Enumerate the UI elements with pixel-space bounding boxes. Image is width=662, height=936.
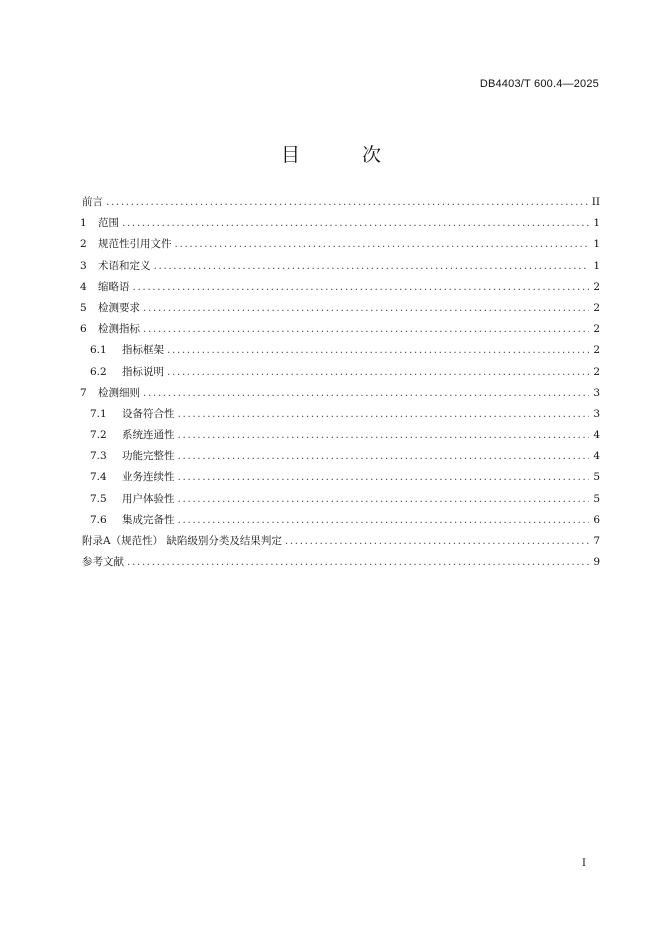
toc-entry-number: 6.2 [90,365,107,378]
toc-entry-label: 范围 [98,217,119,230]
toc-dot-leader [178,510,590,531]
toc-entry-page: 2 [593,365,600,378]
toc-dot-leader [178,425,590,446]
toc-dot-leader [106,192,589,213]
toc-entry-label: 检测指标 [98,323,140,336]
toc-dot-leader [178,446,590,467]
toc-entry-label: 用户体验性 [122,492,175,505]
page-number: I [582,858,586,869]
toc-entry-label: 检测细则 [98,386,140,399]
toc-entry-page: 2 [593,280,600,293]
toc-entry-label: 缩略语 [98,280,130,293]
toc-entry-page: 6 [593,513,600,526]
toc-entry[interactable] [80,467,600,488]
toc-entry-label: 指标说明 [122,365,164,378]
toc-entry-label: 集成完备性 [122,513,175,526]
toc-entry[interactable] [80,531,600,552]
toc-entry-page: II [591,196,600,208]
toc-entry-label: 前言 [82,196,103,208]
toc-entry-page: 1 [593,238,600,251]
toc-entry[interactable] [80,277,600,298]
toc-dot-leader [143,298,589,319]
toc-dot-leader [122,213,589,234]
toc-entry-number: 7 [80,386,87,399]
toc-entry-label: 参考文献 [82,556,124,569]
toc-entry[interactable] [80,319,600,340]
toc-entry-page: 4 [593,450,600,463]
toc-entry-number: 2 [80,238,87,251]
toc-entry-label: 规范性引用文件 [98,238,172,251]
toc-entry-number: 5 [80,301,87,314]
toc-dot-leader [178,404,590,425]
toc-entry-page: 3 [593,407,600,420]
toc-entry-page: 2 [593,344,600,357]
toc-entry-number: 7.6 [90,513,107,526]
toc-entry-label: 检测要求 [98,301,140,314]
toc-dot-leader [143,319,589,340]
toc-entry-number: 4 [80,280,87,293]
toc-entry[interactable] [80,404,600,425]
toc-entry-number: 6 [80,323,87,336]
toc-entry[interactable] [80,489,600,510]
toc-dot-leader [133,277,590,298]
toc-entry-label: 术语和定义 [98,259,151,272]
toc-entry-number: 6.1 [90,344,107,357]
toc-entry[interactable] [80,362,600,383]
toc-entry-number: 7.2 [90,429,107,442]
toc-entry-page: 9 [593,556,600,569]
toc-entry-label: 指标框架 [122,344,164,357]
toc-dot-leader [178,489,590,510]
toc-entry-number: 3 [80,259,87,272]
toc-dot-leader [167,340,589,361]
toc-entry-number: 1 [80,217,87,230]
toc-entry[interactable] [80,234,600,255]
toc-entry[interactable] [80,213,600,234]
toc-entry-label: 系统连通性 [122,429,175,442]
toc-entry[interactable] [80,552,600,573]
toc-entry[interactable] [80,446,600,467]
standard-code: DB4403/T 600.4—2025 [479,78,599,90]
toc-entry-number: 7.5 [90,492,107,505]
table-of-contents [80,192,600,573]
toc-entry-page: 3 [593,386,600,399]
toc-entry[interactable] [80,192,600,213]
toc-dot-leader [167,362,589,383]
toc-entry[interactable] [80,425,600,446]
toc-entry[interactable] [80,256,600,277]
toc-entry-number: 7.3 [90,450,107,463]
toc-entry-page: 7 [593,535,600,547]
toc-dot-leader [154,256,590,277]
toc-entry-page: 4 [593,429,600,442]
toc-entry[interactable] [80,298,600,319]
toc-entry[interactable] [80,510,600,531]
toc-dot-leader [143,383,589,404]
toc-entry-label: 设备符合性 [122,407,175,420]
toc-dot-leader [175,234,590,255]
toc-entry-number: 7.4 [90,471,107,484]
toc-entry-label: 业务连续性 [122,471,175,484]
toc-entry-page: 2 [593,323,600,336]
toc-entry-label: 附录A（规范性） 缺陷级别分类及结果判定 [82,535,282,547]
toc-dot-leader [178,467,590,488]
toc-entry-page: 5 [593,492,600,505]
toc-entry-number: 7.1 [90,407,107,420]
page-title: 目 次 [280,144,410,166]
toc-dot-leader [127,552,589,573]
toc-entry[interactable] [80,383,600,404]
toc-entry[interactable] [80,340,600,361]
toc-entry-page: 5 [593,471,600,484]
toc-entry-page: 1 [593,259,600,272]
toc-entry-page: 1 [593,217,600,230]
toc-dot-leader [285,531,589,552]
toc-entry-page: 2 [593,301,600,314]
toc-entry-label: 功能完整性 [122,450,175,463]
